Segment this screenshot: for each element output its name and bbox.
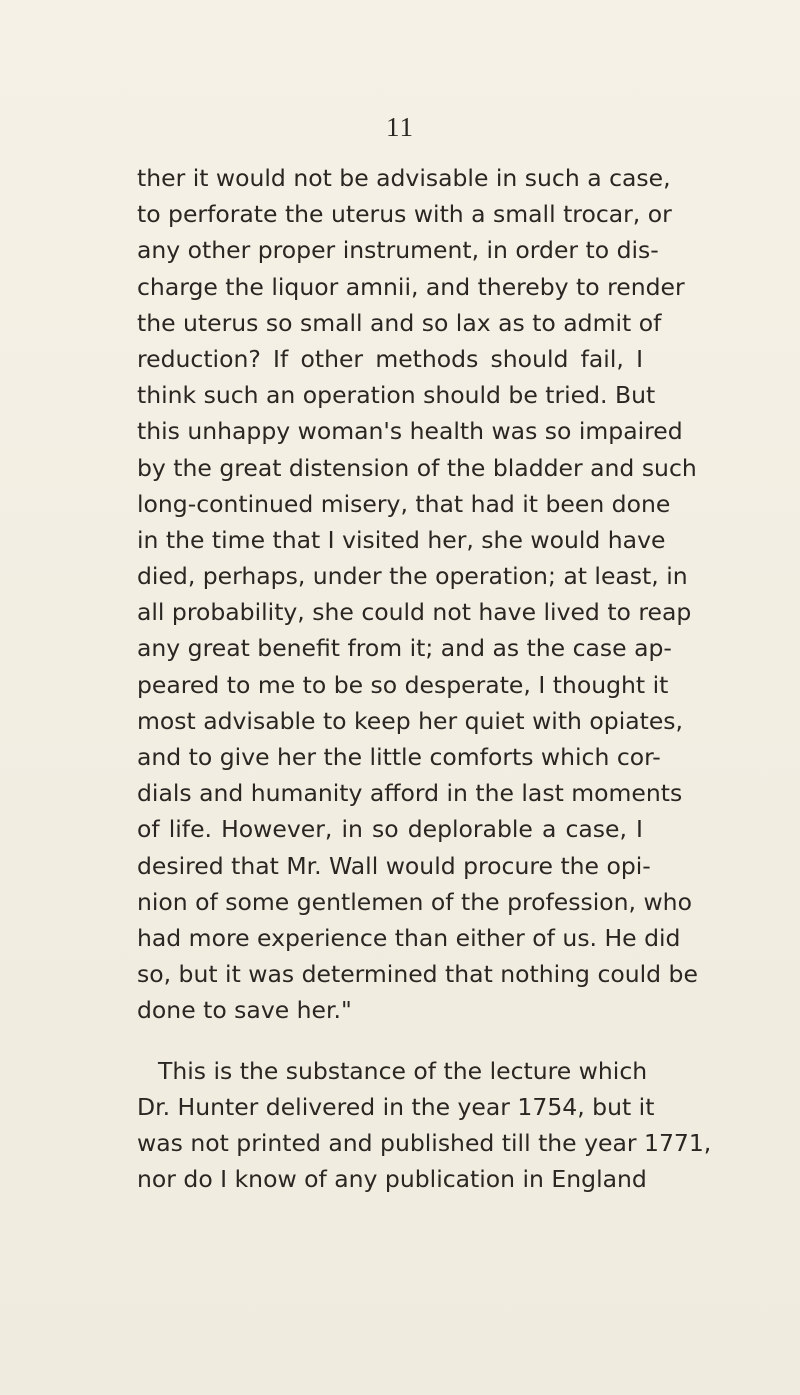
text-line: any great benefit from it; and as the case ap- [137, 634, 672, 663]
text-line: long-continued misery, that had it been done [137, 489, 671, 518]
text-line: nor do I know of any publication in England [137, 1165, 647, 1194]
text-line: desired that Mr. Wall would procure the opi- [137, 851, 651, 880]
text-line: ther it would not be advisable in such a case, [137, 164, 671, 192]
text-line: nion of some gentlemen of the profession, who [137, 887, 692, 916]
text-line: any other proper instrument, in order to dis- [137, 236, 659, 265]
text-line: This is the substance of the lecture which [158, 1056, 648, 1085]
paragraph-2 [137, 1053, 712, 1198]
text-line: and to give her the little comforts which cor- [137, 743, 661, 771]
text-line: think such an operation should be tried. But [137, 381, 656, 410]
text-line: this unhappy woman's health was so impaired [137, 417, 683, 446]
paragraph-spacer [137, 1029, 643, 1053]
text-line: done to save her." [137, 996, 352, 1025]
text-line: died, perhaps, under the operation; at least, in [137, 562, 688, 591]
text-line: most advisable to keep her quiet with opiates, [137, 706, 684, 735]
text-line: in the time that I visited her, she would have [137, 525, 666, 554]
text-line: was not printed and published till the year 1771, [137, 1128, 712, 1157]
text-line: to perforate the uterus with a small trocar, or [137, 200, 672, 229]
text-line: so, but it was determined that nothing could be [137, 960, 698, 989]
body-text [137, 160, 712, 1197]
text-line: reduction? If other methods should fail, I [137, 344, 643, 373]
text-line: the uterus so small and so lax as to admit of [137, 308, 662, 337]
text-line: Dr. Hunter delivered in the year 1754, but it [137, 1092, 655, 1121]
text-line: had more experience than either of us. He did [137, 923, 681, 952]
text-line: dials and humanity afford in the last moments [137, 779, 683, 808]
text-line: by the great distension of the bladder and such [137, 453, 697, 482]
paragraph-1 [137, 160, 698, 1029]
page-number: 11 [386, 112, 414, 142]
text-line: charge the liquor amnii, and thereby to render [137, 272, 685, 301]
text-line: all probability, she could not have lived to reap [137, 598, 692, 627]
text-line: of life. However, in so deplorable a case, I [137, 815, 643, 844]
text-line: peared to me to be so desperate, I thought it [137, 670, 669, 699]
